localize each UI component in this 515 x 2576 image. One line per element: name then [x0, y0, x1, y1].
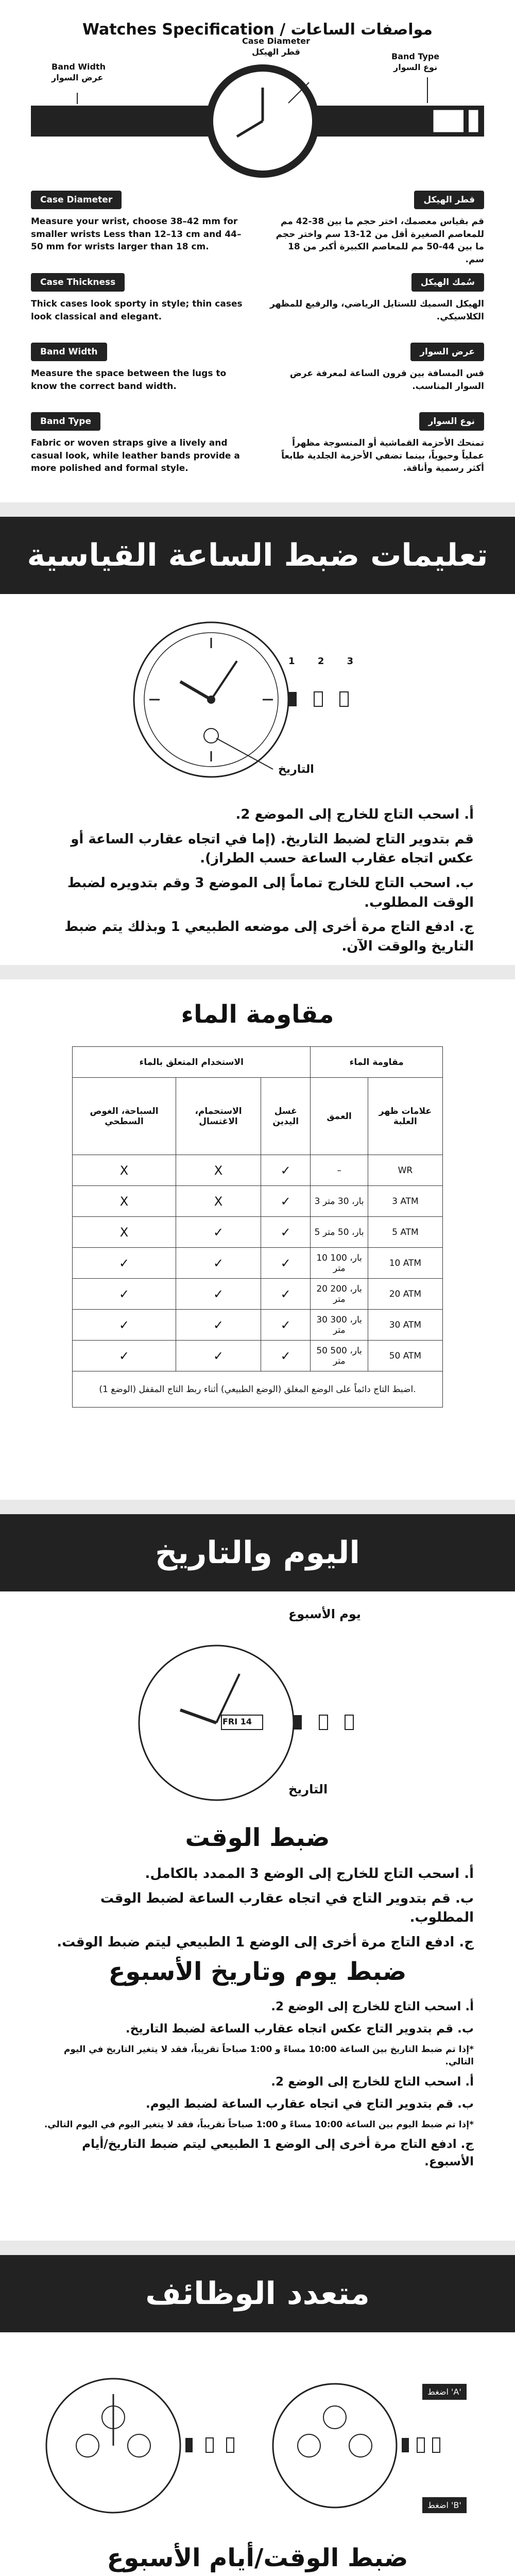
- spec-label-ar: سُمك الهيكل: [411, 273, 484, 292]
- table-row: X ✓ ✓ 5 بار، 50 متر 5 ATM: [73, 1217, 443, 1248]
- water-head-resist: مقاومة الماء: [311, 1047, 443, 1078]
- table-row: X X ✓ – WR: [73, 1155, 443, 1186]
- step-item: ج. ادفع التاج مرة أخرى إلى الوضع 1 الطبيعي ليتم ضبط الوقت.: [57, 1935, 474, 1951]
- case-diameter-label-en: Case Diameter: [242, 36, 310, 46]
- band-width-label-ar: عرض السوار: [52, 72, 104, 82]
- daydate-section: [0, 1514, 515, 2241]
- dial-date: 14: [240, 1717, 252, 1726]
- step-item: ب. اسحب التاج للخارج تماماً إلى الموضع 3 وقم بتدويره لضبط الوقت المطلوب.: [67, 875, 474, 910]
- case-diameter-label-ar: قطر الهيكل: [252, 46, 300, 57]
- spec-text-ar: قس المسافة بين قرون الساعة لمعرفة عرض السوار المناسب.: [289, 368, 484, 392]
- spec-label-ar: عرض السوار: [410, 343, 484, 361]
- standard-section: [0, 517, 515, 965]
- step-item: أ. اسحب التاج للخارج إلى الوضع 3 الممدد بالكامل.: [145, 1866, 474, 1882]
- step-item: أ. اسحب التاج للخارج إلى الوضع 2.: [271, 2075, 474, 2089]
- spec-text-en: Thick cases look sporty in style; thin cases look classical and elegant.: [31, 299, 243, 322]
- col-swim: السباحة، الغوص السطحي: [73, 1078, 176, 1155]
- press-a-label: اضغط 'A': [422, 2384, 467, 2400]
- col-shower: الاستحمام، الاغتسال: [176, 1078, 261, 1155]
- standard-title: تعليمات ضبط الساعة القياسية: [0, 517, 515, 594]
- col-mark: علامات ظهر العلبة: [368, 1078, 442, 1155]
- standard-steps: [0, 805, 515, 962]
- spec-label-en: Band Width: [31, 343, 107, 361]
- set-day-date-heading: ضبط يوم وتاريخ الأسبوع: [108, 1957, 407, 1986]
- step-note: *إذا تم ضبط اليوم بين الساعة 10:00 مساءً و 1:00 صباحاً تقريباً، فقد لا يتغير اليوم في اليوم التالي.: [44, 2119, 474, 2130]
- crown-position-2: 2: [317, 656, 324, 667]
- water-note: اضبط التاج دائماً على الوضع المغلق (الوضع الطبيعي) أثناء ربط التاج المقفل (الوضع 1).: [73, 1371, 443, 1408]
- table-row: ✓ ✓ ✓ 50 بار، 500 متر 50 ATM: [73, 1341, 443, 1371]
- dial-day: FRI: [222, 1717, 238, 1726]
- table-row: ✓ ✓ ✓ 10 بار، 100 متر 10 ATM: [73, 1248, 443, 1279]
- set-time-week-heading: ضبط الوقت/أيام الأسبوع: [107, 2544, 408, 2572]
- daydate-watch-diagram: [129, 1638, 386, 1808]
- band-type-label-ar: نوع السوار: [393, 62, 438, 72]
- step-item: ب. قم بتدوير التاج في اتجاه عقارب الساعة لضبط الوقت المطلوب.: [100, 1890, 474, 1926]
- set-time-heading: ضبط الوقت: [185, 1823, 330, 1852]
- press-b-label: اضغط 'B': [422, 2497, 467, 2513]
- water-head-group: الاستخدام المتعلق بالماء: [73, 1047, 311, 1078]
- spec-section: [0, 0, 515, 502]
- spec-text-en: Fabric or woven straps give a lively and casual look, while leather bands provide a more polished and formal style.: [31, 438, 240, 474]
- step-item: أ. اسحب التاج للخارج إلى الموضع 2.: [235, 807, 474, 822]
- multi-section: [0, 2255, 515, 2576]
- col-wash: غسل اليدين: [261, 1078, 311, 1155]
- crown-position-3: 3: [347, 656, 354, 667]
- spec-item: [31, 343, 484, 393]
- daydate-title: اليوم والتاريخ: [0, 1514, 515, 1591]
- water-title: مقاومة الماء: [181, 1000, 334, 1029]
- multi-watch-diagram: [36, 2358, 479, 2528]
- step-item: ب. قم بتدوير التاج عكس اتجاه عقارب الساعة لضبط التاريخ.: [125, 2022, 474, 2036]
- spec-label-en: Case Thickness: [31, 273, 125, 292]
- step-item: أ. اسحب التاج للخارج إلى الوضع 2.: [271, 2000, 474, 2013]
- water-section: [0, 979, 515, 1500]
- standard-watch-diagram: [118, 615, 397, 785]
- spec-title: Watches Specification / مواصفات الساعات: [82, 21, 433, 39]
- spec-text-ar: الهيكل السميك للستايل الرياضي، والرفيع للمظهر الكلاسيكي.: [270, 299, 484, 322]
- date-label: التاريخ: [278, 763, 314, 776]
- spec-text-en: Measure your wrist, choose 38–42 mm for smaller wrists Less than 12–13 cm and 44–50 mm for wrists larger than 18 cm.: [31, 216, 242, 252]
- date-label: التاريخ: [288, 1782, 328, 1797]
- step-item: قم بتدوير التاج لضبط التاريخ. (إما في اتجاه عقارب الساعة أو عكس اتجاه عقارب الساعة حسب الطراز).: [71, 831, 474, 867]
- water-table: [72, 1046, 443, 1408]
- spec-label-ar: قطر الهيكل: [414, 191, 484, 209]
- spec-text-ar: تمنحك الأحزمة القماشية أو المنسوجة مظهراً عملياً وحيوياً، بينما تضفي الأحزمة الجلدية طابعاً أكثر رسمية وأناقة.: [281, 438, 484, 474]
- spec-label-en: Case Diameter: [31, 191, 122, 209]
- table-row: X X ✓ 3 بار، 30 متر 3 ATM: [73, 1186, 443, 1217]
- day-label: يوم الأسبوع: [288, 1607, 361, 1621]
- table-row: ✓ ✓ ✓ 30 بار، 300 متر 30 ATM: [73, 1310, 443, 1341]
- col-depth: العمق: [311, 1078, 368, 1155]
- crown-position-1: 1: [288, 656, 295, 667]
- spec-item: [31, 273, 484, 323]
- step-item: ب. قم بتدوير التاج في اتجاه عقارب الساعة لضبط اليوم.: [145, 2097, 474, 2111]
- watch-face-icon: [206, 64, 324, 178]
- spec-item: [31, 191, 484, 266]
- step-note: *إذا تم ضبط التاريخ بين الساعة 10:00 مساءً و 1:00 صباحاً تقريباً، فقد لا يتغير التاريخ في اليوم التالي.: [63, 2044, 474, 2067]
- spec-label-en: Band Type: [31, 412, 100, 431]
- multi-title: متعدد الوظائف: [0, 2255, 515, 2332]
- spec-label-ar: نوع السوار: [419, 412, 484, 431]
- band-type-label-en: Band Type: [391, 52, 440, 61]
- spec-text-ar: قم بقياس معصمك، اختر حجم ما بين 38-42 مم للمعاصم الصغيرة أقل من 12-13 سم واختر حجم ما بين 44-50 مم للمعاصم الكبيرة أكبر من 18 سم.: [276, 216, 484, 265]
- spec-text-en: Measure the space between the lugs to know the correct band width.: [31, 368, 227, 392]
- step-item: ج. ادفع التاج مرة أخرى إلى موضعه الطبيعي 1 وبذلك يتم ضبط التاريخ والوقت الآن.: [64, 919, 474, 955]
- step-item: ج. ادفع التاج مرة أخرى إلى الوضع 1 الطبيعي ليتم ضبط التاريخ/أيام الأسبوع.: [82, 2138, 474, 2168]
- spec-item: [31, 412, 484, 475]
- table-row: ✓ ✓ ✓ 20 بار، 200 متر 20 ATM: [73, 1279, 443, 1310]
- band-width-label-en: Band Width: [52, 62, 106, 72]
